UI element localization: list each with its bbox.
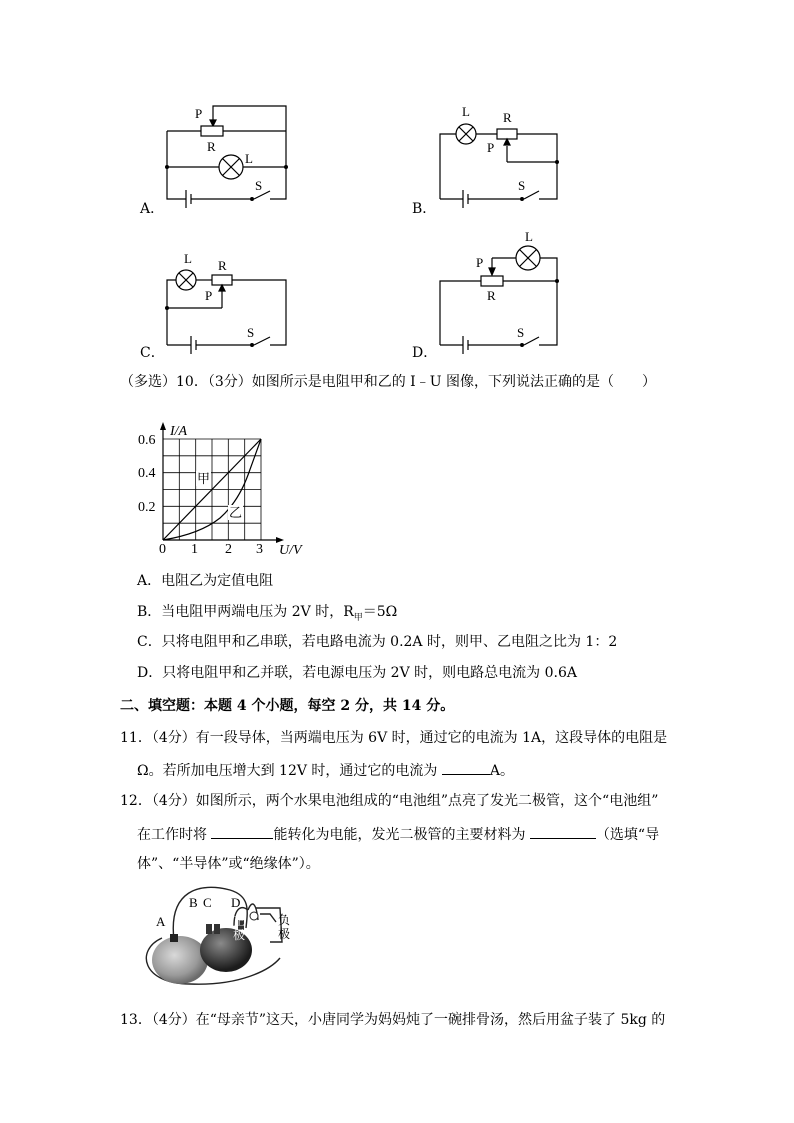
- q10-stem: （多选）10．（3分）如图所示是电阻甲和乙的 I﹣U 图像，下列说法正确的是（ ）: [120, 374, 656, 390]
- q10-option-b: B．当电阻甲两端电压为 2V 时，$R_甲=5\Omega$: [137, 604, 398, 623]
- option-a-letter: A．: [140, 201, 165, 217]
- label-p: P: [487, 140, 495, 155]
- circuit-d-diagram: [0, 0, 600, 370]
- q12-line2: 在工作时将 能转化为电能，发光二极管的主要材料为 （选填“导: [137, 824, 659, 844]
- label-positive-2: 极: [233, 928, 246, 942]
- y-tick-0-6: 0.6: [138, 433, 156, 448]
- label-l: L: [462, 104, 470, 119]
- q13-line1: 13．（4分）在“母亲节”这天，小唐同学为妈妈炖了一碗排骨汤，然后用盆子装了 5kg 的: [120, 1012, 666, 1028]
- label-r: R: [503, 110, 512, 125]
- label-c: C: [203, 895, 212, 910]
- label-r: R: [207, 139, 216, 154]
- x-tick-2: 2: [225, 542, 232, 557]
- option-c-letter: C．: [140, 345, 165, 361]
- section-heading: 二、填空题：本题 4 个小题，每空 2 分，共 14 分。: [120, 698, 455, 714]
- q11-line1: 11．（4分）有一段导体，当两端电压为 6V 时，通过它的电流为 1A，这段导体的电阻是: [120, 730, 668, 746]
- label-negative-2: 极: [278, 927, 291, 941]
- x-tick-1: 1: [191, 542, 198, 557]
- q10-option-c: C．只将电阻甲和乙串联，若电路电流为 0.2A 时，则甲、乙电阻之比为 1：2: [137, 634, 618, 650]
- label-l: L: [245, 151, 253, 166]
- q11-blank[interactable]: [442, 760, 490, 775]
- label-positive-1: 正: [233, 914, 246, 928]
- label-l: L: [184, 251, 192, 266]
- subscript-jia: 甲: [353, 612, 363, 623]
- label-s: S: [518, 178, 526, 193]
- curve-label-jia: 甲: [197, 471, 211, 486]
- option-b-letter: B．: [412, 201, 437, 217]
- x-axis-label: U/V: [279, 543, 302, 558]
- q12-blank-2[interactable]: [530, 824, 596, 839]
- label-s: S: [247, 325, 255, 340]
- x-tick-0: 0: [159, 542, 166, 557]
- label-l: L: [525, 229, 533, 244]
- curve-label-yi: 乙: [229, 505, 243, 520]
- y-axis-label: I/A: [170, 424, 188, 439]
- x-tick-3: 3: [256, 542, 263, 557]
- label-s: S: [517, 325, 525, 340]
- option-d-letter: D．: [412, 345, 438, 361]
- q10-option-d: D．只将电阻甲和乙并联，若电源电压为 2V 时，则电路总电流为 0.6A: [137, 665, 577, 681]
- label-p: P: [195, 106, 203, 121]
- q11-line2: Ω。若所加电压增大到 12V 时，通过它的电流为 A。: [137, 760, 514, 780]
- q12-line1: 12．（4分）如图所示，两个水果电池组成的“电池组”点亮了发光二极管，这个“电池组”: [120, 793, 659, 809]
- label-d: D: [231, 895, 241, 910]
- fruit-battery-figure: [130, 880, 310, 990]
- y-tick-0-4: 0.4: [138, 466, 156, 481]
- label-s: S: [255, 178, 263, 193]
- q12-line3: 体”、“半导体”或“绝缘体”）。: [137, 856, 320, 872]
- label-r: R: [487, 288, 496, 303]
- y-tick-0-2: 0.2: [138, 500, 156, 515]
- label-a: A: [156, 914, 166, 929]
- q12-blank-1[interactable]: [211, 824, 273, 839]
- label-b: B: [189, 895, 198, 910]
- label-p: P: [205, 288, 213, 303]
- label-r: R: [218, 258, 227, 273]
- q10-option-a: A．电阻乙为定值电阻: [137, 573, 274, 589]
- label-p: P: [476, 255, 484, 270]
- label-negative-1: 负: [278, 913, 291, 927]
- iu-graph: [130, 420, 320, 560]
